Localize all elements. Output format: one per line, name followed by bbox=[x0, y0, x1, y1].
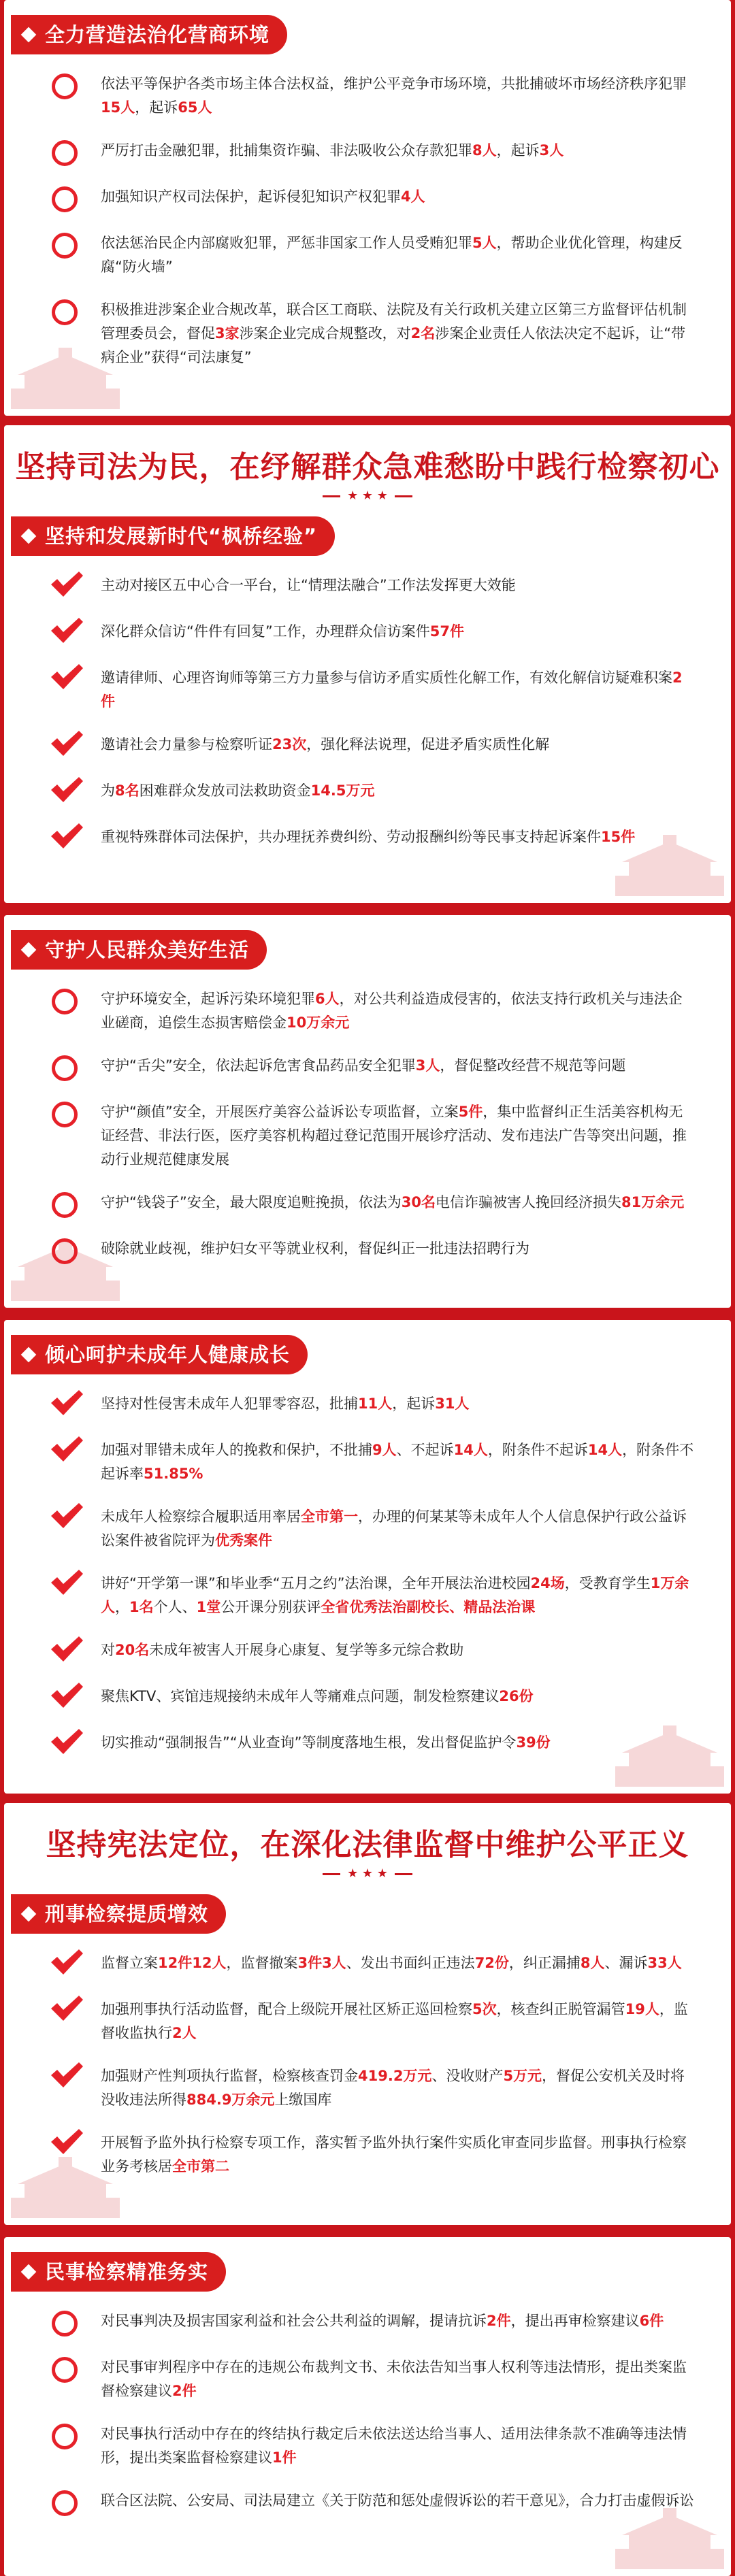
list-fengqiao bbox=[4, 556, 731, 903]
highlight-figure: 14人 bbox=[587, 1442, 623, 1458]
text-segment: 加强对罪错未成年人的挽救和保护，不批捕 bbox=[101, 1442, 372, 1458]
check-bullet-icon bbox=[49, 775, 84, 805]
text-segment: ，纠正漏捕 bbox=[508, 1955, 581, 1971]
list-item-text bbox=[101, 736, 549, 753]
list-item bbox=[52, 1237, 696, 1264]
list-item-text bbox=[101, 577, 516, 593]
list-item bbox=[52, 1438, 696, 1486]
check-bullet-icon bbox=[49, 1501, 84, 1531]
highlight-figure: 5人 bbox=[472, 235, 497, 251]
list-item bbox=[52, 1685, 696, 1712]
list-item-text bbox=[101, 670, 683, 710]
check-bullet-icon bbox=[49, 1727, 84, 1757]
highlight-figure: 14人 bbox=[453, 1442, 488, 1458]
text-segment: 对民事审判程序中存在的违规公布裁判文书、未依法告知当事人权利等违法情形，提出类案监督检察建议 bbox=[101, 2359, 687, 2399]
list-item bbox=[52, 1191, 696, 1218]
highlight-figure: 19人 bbox=[625, 2001, 659, 2017]
text-segment: ， bbox=[115, 1599, 129, 1615]
check-bullet-icon bbox=[49, 1681, 84, 1711]
banner-serve-people bbox=[4, 425, 731, 510]
text-segment: 、没收财产 bbox=[431, 2068, 504, 2084]
highlight-figure: 51.85% bbox=[144, 1466, 203, 1482]
text-segment: 困难群众发放司法救助资金 bbox=[139, 782, 311, 799]
highlight-figure: 6件 bbox=[639, 2313, 664, 2329]
text-segment: 未成年人检察综合履职适用率居 bbox=[101, 1508, 301, 1525]
list-item-text bbox=[101, 1396, 469, 1412]
highlight-figure: 全市第二 bbox=[172, 2158, 229, 2175]
check-bullet-icon bbox=[49, 569, 84, 599]
list-item-text bbox=[101, 1955, 682, 1971]
text-segment: ，起诉 bbox=[496, 142, 540, 159]
circle-bullet-icon bbox=[52, 2424, 78, 2449]
list-item-text bbox=[101, 1442, 693, 1482]
text-segment: 依法平等保护各类市场主体合法权益，维护公平竞争市场环境，共批捕破坏市场经济秩序犯罪 bbox=[101, 76, 687, 92]
card-fengqiao bbox=[4, 510, 731, 903]
list-item-text bbox=[101, 782, 374, 799]
list-item bbox=[52, 574, 696, 601]
highlight-figure: 31人 bbox=[435, 1396, 470, 1412]
text-segment: 对 bbox=[101, 1642, 115, 1658]
text-segment: 破除就业歧视，维护妇女平等就业权利，督促纠正一批违法招聘行为 bbox=[101, 1240, 529, 1257]
text-segment: 重视特殊群体司法保护，共办理抚养费纠纷、劳动报酬纠纷等民事支持起诉案件 bbox=[101, 829, 601, 845]
list-item-text bbox=[101, 2313, 664, 2329]
section-title-business-environment: 全力营造法治化营商环境 bbox=[11, 15, 287, 54]
list-item-text bbox=[101, 2134, 687, 2175]
text-segment: ，强化释法说理，促进矛盾实质性化解 bbox=[306, 736, 550, 753]
circle-bullet-icon bbox=[52, 2357, 78, 2383]
list-item-text bbox=[101, 623, 464, 640]
list-item bbox=[52, 2489, 696, 2516]
deco-stars: ★ ★ ★ bbox=[347, 489, 388, 503]
building-watermark-icon bbox=[608, 2508, 731, 2569]
circle-bullet-icon bbox=[52, 140, 78, 166]
list-item-text bbox=[101, 2359, 687, 2399]
highlight-figure: 12件12人 bbox=[158, 1955, 227, 1971]
highlight-figure: 4人 bbox=[401, 188, 425, 205]
list-item bbox=[52, 298, 696, 369]
highlight-figure: 39份 bbox=[516, 1734, 551, 1751]
section-title-fengqiao: 坚持和发展新时代“枫桥经验” bbox=[11, 516, 335, 556]
list-item bbox=[52, 620, 696, 647]
text-segment: ，附条件不起诉率 bbox=[101, 1442, 694, 1482]
text-segment: 邀请社会力量参与检察听证 bbox=[101, 736, 272, 753]
text-segment: 对民事执行活动中存在的终结执行裁定后未依法送达给当事人、适用法律条款不准确等违法情形，提出类案监督检察建议 bbox=[101, 2426, 687, 2466]
card-minors bbox=[4, 1320, 731, 1794]
card-better-life bbox=[4, 915, 731, 1308]
text-segment: 深化群众信访“件件有回复”工作，办理群众信访案件 bbox=[101, 623, 430, 640]
list-item-text bbox=[101, 1057, 625, 1074]
highlight-figure: 6人 bbox=[315, 991, 340, 1007]
highlight-figure: 24场 bbox=[530, 1575, 565, 1591]
section-title-criminal: 刑事检察提质增效 bbox=[11, 1894, 226, 1934]
text-segment: 、不起诉 bbox=[396, 1442, 454, 1458]
highlight-figure: 20名 bbox=[115, 1642, 150, 1658]
text-segment: ，提出再审检察建议 bbox=[510, 2313, 640, 2329]
highlight-figure: 2件 bbox=[487, 2313, 511, 2329]
text-segment: ，起诉 bbox=[135, 99, 178, 116]
list-item bbox=[52, 1731, 696, 1758]
check-bullet-icon bbox=[49, 662, 84, 692]
check-bullet-icon bbox=[49, 821, 84, 851]
list-item-text bbox=[101, 829, 635, 845]
deco-line-left bbox=[323, 495, 340, 497]
list-item bbox=[52, 2422, 696, 2470]
check-bullet-icon bbox=[49, 2127, 84, 2157]
text-segment: ，核查纠正脱管漏管 bbox=[496, 2001, 625, 2017]
circle-bullet-icon bbox=[52, 1192, 78, 1218]
deco-line-left-2 bbox=[323, 1873, 340, 1875]
check-bullet-icon bbox=[49, 1947, 84, 1977]
highlight-figure: 23次 bbox=[272, 736, 307, 753]
list-item-text bbox=[101, 991, 683, 1031]
check-bullet-icon bbox=[49, 1388, 84, 1418]
list-item bbox=[52, 2356, 696, 2403]
text-segment: 涉案企业完成合规整改，对 bbox=[239, 325, 411, 342]
banner-legal-supervision bbox=[4, 1803, 731, 1887]
text-segment: 邀请律师、心理咨询师等第三方力量参与信访矛盾实质性化解工作，有效化解信访疑难积案 bbox=[101, 670, 672, 686]
list-item-text bbox=[101, 1194, 684, 1210]
check-bullet-icon bbox=[49, 1994, 84, 2024]
highlight-figure: 419.2万元 bbox=[358, 2068, 432, 2084]
text-segment: 守护“颜值”安全，开展医疗美容公益诉讼专项监督，立案 bbox=[101, 1104, 459, 1120]
circle-bullet-icon bbox=[52, 1238, 78, 1264]
highlight-figure: 1堂 bbox=[196, 1599, 221, 1615]
list-item-text bbox=[101, 1734, 551, 1751]
text-segment: 加强刑事执行活动监督，配合上级院开展社区矫正巡回检察 bbox=[101, 2001, 472, 2017]
text-segment: 上缴国库 bbox=[274, 2092, 332, 2108]
highlight-figure: 1万余人 bbox=[101, 1575, 689, 1615]
highlight-figure: 2人 bbox=[172, 2025, 197, 2041]
section-title-minors: 倾心呵护未成年人健康成长 bbox=[11, 1335, 308, 1374]
text-segment: ，对公共利益造成侵害的，依法支持行政机关与违法企业磋商，追偿生态损害赔偿金 bbox=[101, 991, 683, 1031]
text-segment: 守护环境安全，起诉污染环境犯罪 bbox=[101, 991, 315, 1007]
highlight-figure: 10万余元 bbox=[287, 1014, 350, 1031]
text-segment: 涉案企业责任人依法决定不起诉，让“带病企业”获得“司法康复” bbox=[101, 325, 686, 365]
check-bullet-icon bbox=[49, 1568, 84, 1598]
check-bullet-icon bbox=[49, 1434, 84, 1464]
list-item-text bbox=[101, 1240, 529, 1257]
text-segment: 切实推动“强制报告”“从业查询”等制度落地生根，发出督促监护令 bbox=[101, 1734, 517, 1751]
card-criminal bbox=[4, 1887, 731, 2225]
text-segment: 守护“舌尖”安全，依法起诉危害食品药品安全犯罪 bbox=[101, 1057, 416, 1074]
text-segment: 讲好“开学第一课”和毕业季“五月之约”法治课，全年开展法治进校园 bbox=[101, 1575, 531, 1591]
list-item bbox=[52, 666, 696, 714]
list-item-text bbox=[101, 235, 683, 275]
highlight-figure: 3家 bbox=[215, 325, 240, 342]
circle-bullet-icon bbox=[52, 989, 78, 1014]
highlight-figure: 81万余元 bbox=[621, 1194, 685, 1210]
list-item bbox=[52, 1572, 696, 1619]
circle-bullet-icon bbox=[52, 299, 78, 325]
highlight-figure: 3人 bbox=[539, 142, 564, 159]
list-item bbox=[52, 1638, 696, 1666]
text-segment: 、漏诉 bbox=[604, 1955, 648, 1971]
text-segment: ，受教育学生 bbox=[564, 1575, 651, 1591]
text-segment: ，附条件不起诉 bbox=[487, 1442, 588, 1458]
highlight-figure: 26份 bbox=[499, 1688, 534, 1704]
banner-deco-2 bbox=[323, 1867, 412, 1881]
highlight-figure: 8人 bbox=[580, 1955, 605, 1971]
highlight-figure: 1名 bbox=[129, 1599, 154, 1615]
text-segment: ，帮助企业优化管理，构建反腐“防火墙” bbox=[101, 235, 683, 275]
list-item-text bbox=[101, 1642, 463, 1658]
list-item bbox=[52, 2131, 696, 2179]
highlight-figure: 5万元 bbox=[503, 2068, 542, 2084]
list-item-text bbox=[101, 1104, 687, 1168]
highlight-figure: 2件 bbox=[172, 2383, 197, 2399]
text-segment: 依法惩治民企内部腐败犯罪，严惩非国家工作人员受贿犯罪 bbox=[101, 235, 472, 251]
deco-stars-2: ★ ★ ★ bbox=[347, 1866, 388, 1881]
circle-bullet-icon bbox=[52, 1102, 78, 1127]
card-civil bbox=[4, 2237, 731, 2576]
highlight-figure: 8人 bbox=[472, 142, 497, 159]
list-item-text bbox=[101, 2426, 687, 2466]
list-item bbox=[52, 779, 696, 806]
list-item-text bbox=[101, 76, 687, 116]
list-item bbox=[52, 987, 696, 1035]
highlight-figure: 5次 bbox=[472, 2001, 497, 2017]
check-bullet-icon bbox=[49, 729, 84, 759]
list-item-text bbox=[101, 142, 564, 159]
text-segment: ，督促公安机关及时将没收违法所得 bbox=[101, 2068, 685, 2108]
list-item-text bbox=[101, 2001, 688, 2041]
text-segment: 联合区法院、公安局、司法局建立《关于防范和惩处虚假诉讼的若干意见》，合力打击虚假诉讼 bbox=[101, 2492, 694, 2509]
text-segment: ，办理的何某某等未成年人个人信息保护行政公益诉讼案件被省院评为 bbox=[101, 1508, 687, 1549]
list-item bbox=[52, 231, 696, 279]
text-segment: 加强财产性判项执行监督，检察核查罚金 bbox=[101, 2068, 358, 2084]
list-better-life bbox=[4, 970, 731, 1308]
list-item bbox=[52, 185, 696, 212]
text-segment: 电信诈骗被害人挽回经济损失 bbox=[436, 1194, 621, 1210]
highlight-figure: 11人 bbox=[358, 1396, 393, 1412]
list-item bbox=[52, 825, 696, 853]
text-segment: 公开课分别获评 bbox=[220, 1599, 321, 1615]
list-item-text bbox=[101, 1508, 687, 1549]
highlight-figure: 3件3人 bbox=[297, 1955, 346, 1971]
deco-line-right-2 bbox=[395, 1873, 412, 1875]
list-item bbox=[52, 733, 696, 760]
text-segment: 为 bbox=[101, 782, 115, 799]
highlight-figure: 5件 bbox=[458, 1104, 483, 1120]
list-item bbox=[52, 1100, 696, 1172]
highlight-figure: 8名 bbox=[115, 782, 140, 799]
highlight-figure: 57件 bbox=[429, 623, 464, 640]
highlight-figure: 1件 bbox=[272, 2449, 297, 2466]
circle-bullet-icon bbox=[52, 233, 78, 259]
list-item bbox=[52, 2309, 696, 2336]
highlight-figure: 全市第一 bbox=[301, 1508, 358, 1525]
circle-bullet-icon bbox=[52, 186, 78, 212]
list-item bbox=[52, 139, 696, 166]
circle-bullet-icon bbox=[52, 1055, 78, 1081]
text-segment: ，集中监督纠正生活美容机构无证经营、非法行医，医疗美容机构超过登记范围开展诊疗活动、发布违法广告等突出问题，推动行业规范健康发展 bbox=[101, 1104, 687, 1168]
text-segment: 、发出书面纠正违法 bbox=[346, 1955, 475, 1971]
text-segment: ，监督收监执行 bbox=[101, 2001, 688, 2041]
text-segment: 守护“钱袋子”安全，最大限度追赃挽损，依法为 bbox=[101, 1194, 402, 1210]
deco-line-right bbox=[395, 495, 412, 497]
list-item bbox=[52, 1998, 696, 2045]
section-title-civil: 民事检察精准务实 bbox=[11, 2252, 226, 2292]
text-segment: 严厉打击金融犯罪，批捕集资诈骗、非法吸收公众存款犯罪 bbox=[101, 142, 472, 159]
text-segment: ，监督撤案 bbox=[226, 1955, 298, 1971]
list-item-text bbox=[101, 1575, 689, 1615]
list-item bbox=[52, 1951, 696, 1979]
text-segment: 聚焦KTV、宾馆违规接纳未成年人等痛难点问题，制发检察建议 bbox=[101, 1688, 500, 1704]
list-item bbox=[52, 1505, 696, 1553]
text-segment: ，督促整改经营不规范等问题 bbox=[440, 1057, 626, 1074]
highlight-figure: 72份 bbox=[474, 1955, 509, 1971]
list-minors bbox=[4, 1374, 731, 1794]
list-item bbox=[52, 1392, 696, 1419]
check-bullet-icon bbox=[49, 1634, 84, 1664]
highlight-figure: 优秀案件 bbox=[215, 1532, 272, 1549]
text-segment: 坚持对性侵害未成年人犯罪零容忍，批捕 bbox=[101, 1396, 358, 1412]
highlight-figure: 15人 bbox=[101, 99, 135, 116]
list-business-environment bbox=[4, 54, 731, 416]
list-item-text bbox=[101, 301, 687, 365]
highlight-figure: 9人 bbox=[372, 1442, 397, 1458]
list-item-text bbox=[101, 1688, 534, 1704]
highlight-figure: 全省优秀法治副校长、精品法治课 bbox=[321, 1599, 536, 1615]
list-item-text bbox=[101, 2492, 694, 2509]
check-bullet-icon bbox=[49, 616, 84, 646]
circle-bullet-icon bbox=[52, 2311, 78, 2336]
text-segment: 监督立案 bbox=[101, 1955, 158, 1971]
highlight-figure: 65人 bbox=[178, 99, 212, 116]
section-title-better-life: 守护人民群众美好生活 bbox=[11, 930, 267, 970]
highlight-figure: 14.5万元 bbox=[310, 782, 375, 799]
banner-serve-people-title: 坚持司法为民，在纾解群众急难愁盼中践行检察初心 bbox=[15, 450, 720, 484]
list-item bbox=[52, 2064, 696, 2112]
text-segment: ，起诉 bbox=[392, 1396, 436, 1412]
text-segment: 开展暂予监外执行检察专项工作，落实暂予监外执行案件实质化审查同步监督。刑事执行检察业务考核居 bbox=[101, 2134, 687, 2175]
list-item-text bbox=[101, 2068, 685, 2108]
highlight-figure: 15件 bbox=[601, 829, 636, 845]
circle-bullet-icon bbox=[52, 73, 78, 99]
text-segment: 积极推进涉案企业合规改革，联合区工商联、法院及有关行政机关建立区第三方监督评估机制管理委员会，督促 bbox=[101, 301, 687, 342]
text-segment: 主动对接区五中心合一平台，让“情理法融合”工作法发挥更大效能 bbox=[101, 577, 516, 593]
list-item bbox=[52, 1054, 696, 1081]
list-item bbox=[52, 72, 696, 120]
text-segment: 加强知识产权司法保护，起诉侵犯知识产权犯罪 bbox=[101, 188, 401, 205]
highlight-figure: 30名 bbox=[401, 1194, 436, 1210]
text-segment: 个人、 bbox=[153, 1599, 197, 1615]
list-item-text bbox=[101, 188, 425, 205]
highlight-figure: 2名 bbox=[410, 325, 436, 342]
check-bullet-icon bbox=[49, 2060, 84, 2090]
highlight-figure: 2件 bbox=[101, 670, 683, 710]
highlight-figure: 3人 bbox=[415, 1057, 440, 1074]
highlight-figure: 33人 bbox=[647, 1955, 682, 1971]
card-business-environment bbox=[4, 0, 731, 416]
banner-deco bbox=[323, 489, 412, 503]
highlight-figure: 884.9万余元 bbox=[186, 2092, 275, 2108]
circle-bullet-icon bbox=[52, 2490, 78, 2516]
banner-legal-supervision-title: 坚持宪法定位，在深化法律监督中维护公平正义 bbox=[46, 1828, 689, 1862]
text-segment: 对民事判决及损害国家利益和社会公共利益的调解，提请抗诉 bbox=[101, 2313, 487, 2329]
text-segment: 未成年被害人开展身心康复、复学等多元综合救助 bbox=[149, 1642, 464, 1658]
